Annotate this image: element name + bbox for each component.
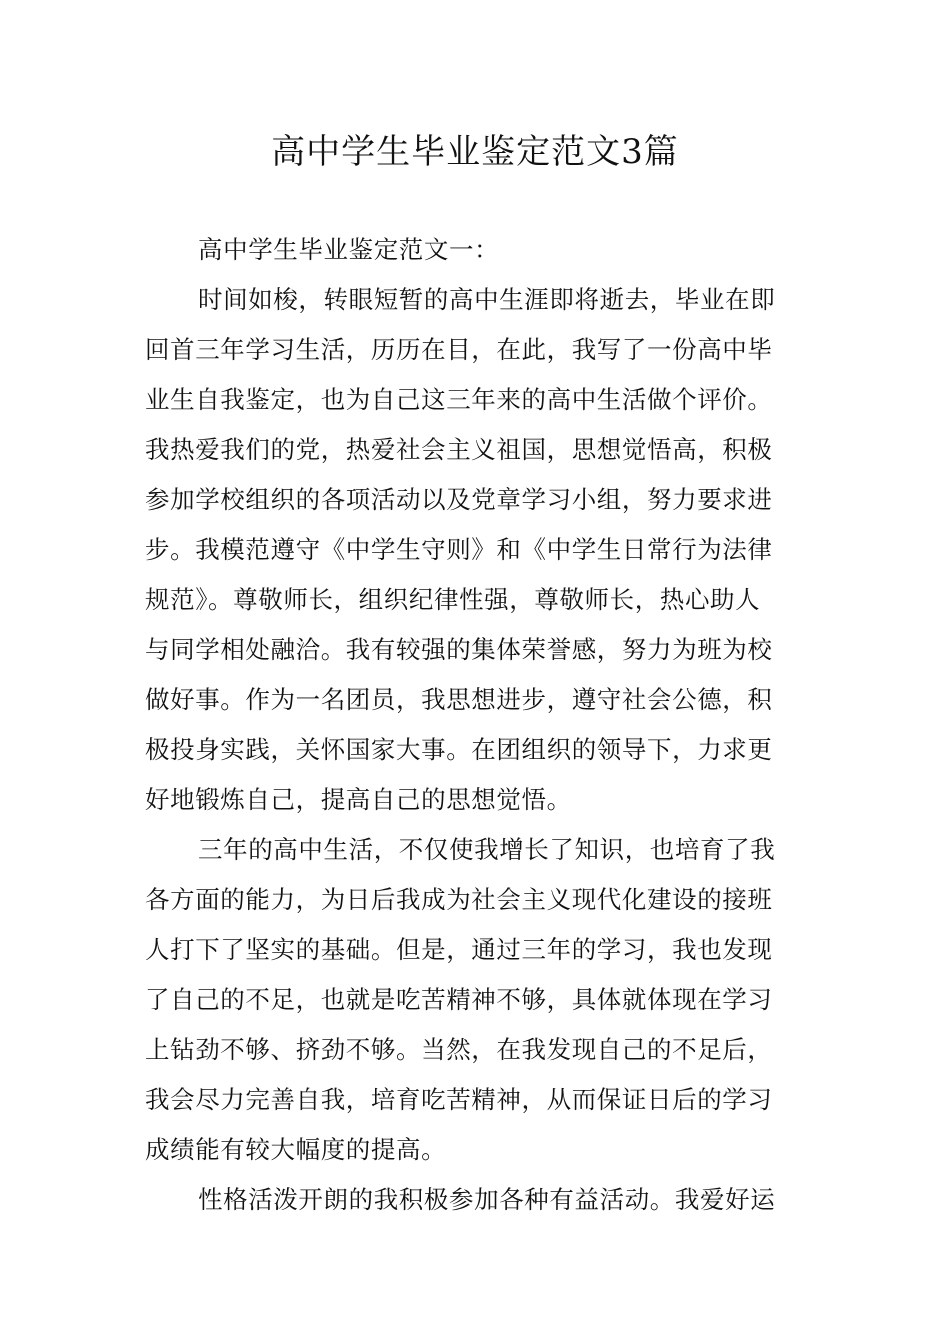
paragraph-line: 了自己的不足，也就是吃苦精神不够，具体就体现在学习	[145, 985, 773, 1014]
paragraph-line: 规范》。尊敬师长，组织纪律性强，尊敬师长，热心助人	[145, 585, 761, 614]
paragraph-line: 好地锻炼自己，提高自己的思想觉悟。	[145, 785, 572, 814]
paragraph-line: 业生自我鉴定，也为自己这三年来的高中生活做个评价。	[145, 385, 773, 414]
paragraph-line: 步。我模范遵守《中学生守则》和《中学生日常行为法律	[145, 535, 773, 564]
paragraph-line: 人打下了坚实的基础。但是，通过三年的学习，我也发现	[145, 935, 773, 964]
paragraph-line: 参加学校组织的各项活动以及党章学习小组，努力要求进	[145, 485, 773, 514]
paragraph-line: 三年的高中生活，不仅使我增长了知识，也培育了我	[198, 835, 776, 864]
document-body	[145, 225, 810, 1225]
paragraph-line: 回首三年学习生活，历历在目，在此，我写了一份高中毕	[145, 335, 773, 364]
paragraph-line: 极投身实践，关怀国家大事。在团组织的领导下，力求更	[145, 735, 773, 764]
paragraph-line: 做好事。作为一名团员，我思想进步，遵守社会公德，积	[145, 685, 773, 714]
paragraph-line: 性格活泼开朗的我积极参加各种有益活动。我爱好运	[198, 1185, 776, 1214]
paragraph-line: 时间如梭，转眼短暂的高中生涯即将逝去，毕业在即	[198, 285, 776, 314]
document-title: 高中学生毕业鉴定范文3篇	[271, 132, 679, 172]
paragraph-line: 各方面的能力，为日后我成为社会主义现代化建设的接班	[145, 885, 773, 914]
paragraph-line: 我热爱我们的党，热爱社会主义祖国，思想觉悟高，积极	[145, 435, 773, 464]
paragraph-line: 成绩能有较大幅度的提高。	[145, 1135, 447, 1164]
paragraph-line: 与同学相处融洽。我有较强的集体荣誉感，努力为班为校	[145, 635, 773, 664]
paragraph-line: 上钻劲不够、挤劲不够。当然，在我发现自己的不足后，	[145, 1035, 773, 1064]
paragraph-line: 我会尽力完善自我，培育吃苦精神，从而保证日后的学习	[145, 1085, 773, 1114]
section-heading: 高中学生毕业鉴定范文一：	[198, 235, 500, 264]
